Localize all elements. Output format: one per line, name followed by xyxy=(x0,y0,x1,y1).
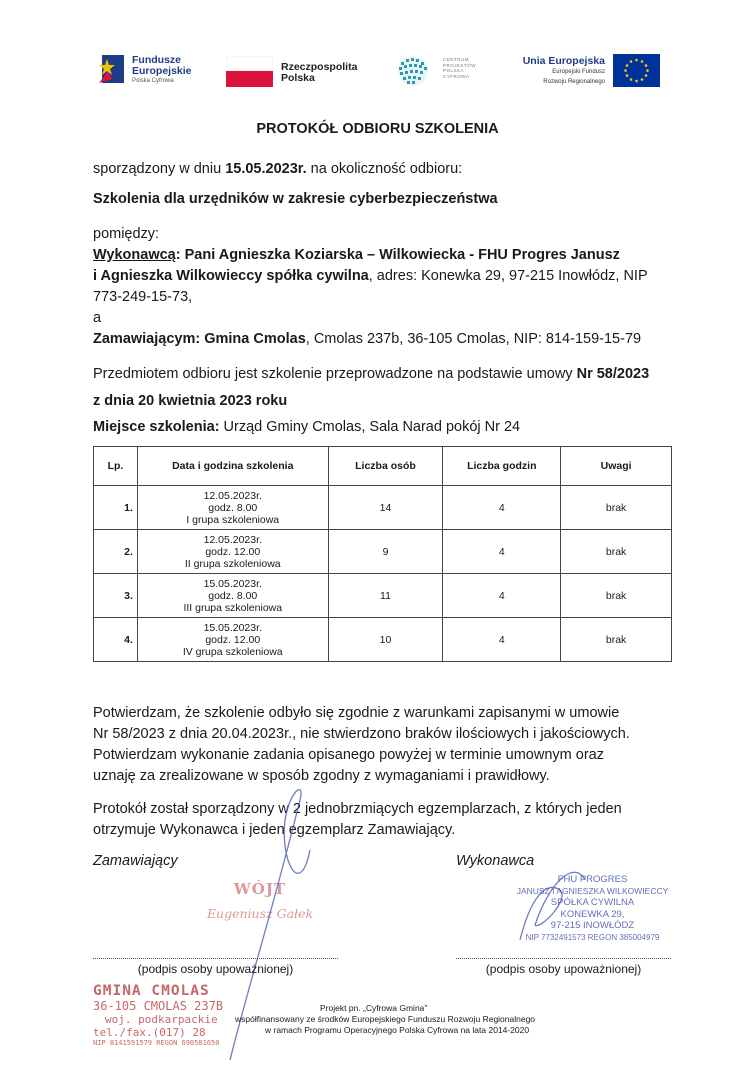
object-text: Przedmiotem odbioru jest szkolenie przeprowadzone na podstawie umowy xyxy=(93,366,577,382)
row-persons: 10 xyxy=(328,618,443,662)
wojt-stamp-name: Eugeniusz Gałek xyxy=(206,906,314,921)
fhu-stamp-line2: JANUSZ I AGNIESZKA WILKOWIECCY xyxy=(516,885,669,896)
contractor-nip: 773-249-15-73, xyxy=(93,289,193,305)
row-datetime xyxy=(137,530,328,574)
gmina-stamp-line1: GMINA CMOLAS xyxy=(93,983,210,999)
ue-title: Unia Europejska xyxy=(522,55,605,67)
row-date: 12.05.2023r. xyxy=(203,533,262,546)
contractor-signature-line xyxy=(456,958,671,959)
place-line xyxy=(93,417,520,438)
row-notes: brak xyxy=(561,574,672,618)
row-datetime xyxy=(137,618,328,662)
row-time: godz. 8.00 xyxy=(208,589,258,602)
confirm-line4: uznaję za zrealizowane w sposób zgodny z wymaganiami i prawidłowy. xyxy=(93,768,550,784)
training-subject xyxy=(93,189,498,210)
footer-line3: w ramach Programu Operacyjnego Polska Cyfrowa na lata 2014-2020 xyxy=(265,1025,530,1035)
contractor-label: Wykonawcą xyxy=(93,247,176,263)
subject-text: Szkolenia dla urzędników w zakresie cyberbezpieczeństwa xyxy=(93,191,498,207)
col-header-notes: Uwagi xyxy=(561,447,672,486)
fhu-stamp-line6: NIP 7732491573 REGON 385004979 xyxy=(525,932,660,942)
row-lp: 4. xyxy=(94,618,138,662)
fe-sub: Polska Cyfrowa xyxy=(132,78,174,85)
rp-line1: Rzeczpospolita xyxy=(281,61,358,73)
client-address: , Cmolas 237b, 36-105 Cmolas, NIP: 814-159-15-79 xyxy=(305,331,642,347)
client-line xyxy=(93,329,678,350)
date-prefix: sporządzony w dniu xyxy=(93,161,226,177)
contractor-name: : Pani Agnieszka Koziarska – Wilkowiecka - FHU Progres Janusz xyxy=(175,247,620,263)
place-label: Miejsce szkolenia: xyxy=(93,419,220,435)
row-lp: 1. xyxy=(94,486,138,530)
client-name: : Gmina Cmolas xyxy=(195,331,306,347)
contractor-line2 xyxy=(93,266,678,287)
ue-sub1: Europejski Fundusz xyxy=(552,69,605,76)
place-value: Urząd Gminy Cmolas, Sala Narad pokój Nr 24 xyxy=(219,419,521,435)
date-line xyxy=(93,159,462,180)
col-header-lp: Lp. xyxy=(94,447,138,486)
wojt-stamp-title: WÓJT xyxy=(233,880,287,898)
eu-flag-icon xyxy=(613,54,660,87)
contractor-signature-label: Wykonawca xyxy=(456,853,535,869)
row-date: 12.05.2023r. xyxy=(203,489,262,502)
copies-block xyxy=(93,799,673,841)
confirm-line2: Nr 58/2023 z dnia 20.04.2023r., nie stwierdzono braków ilościowych i jakościowych. xyxy=(93,726,630,742)
contractor-name2: i Agnieszka Wilkowieccy spółka cywilna xyxy=(93,268,369,284)
row-time: godz. 12.00 xyxy=(205,633,261,646)
row-date: 15.05.2023r. xyxy=(203,621,262,634)
gmina-stamp-line4: tel./fax.(017) 28 xyxy=(93,1026,206,1039)
row-persons: 9 xyxy=(328,530,443,574)
confirmation-block xyxy=(93,703,673,787)
fhu-progres-stamp xyxy=(505,874,680,943)
client-signature-label: Zamawiający xyxy=(93,853,178,869)
document-date: 15.05.2023r. xyxy=(225,161,307,177)
row-hours: 4 xyxy=(443,530,561,574)
footer-line2: współfinansowany ze środków Europejskiego Funduszu Rozwoju Regionalnego xyxy=(235,1014,536,1024)
row-persons: 11 xyxy=(328,574,443,618)
row-lp: 3. xyxy=(94,574,138,618)
table-header-row xyxy=(94,447,672,486)
row-group: III grupa szkoleniowa xyxy=(183,601,283,614)
row-notes: brak xyxy=(561,530,672,574)
parties-block xyxy=(93,224,678,350)
rp-line2: Polska xyxy=(281,72,315,85)
wojt-stamp xyxy=(180,880,340,921)
table-row xyxy=(94,574,672,618)
row-hours: 4 xyxy=(443,574,561,618)
col-header-date: Data i godzina szkolenia xyxy=(137,447,328,486)
ue-sub2: Rozwoju Regionalnego xyxy=(543,78,605,85)
training-table xyxy=(93,446,672,662)
cppc-grid-icon xyxy=(395,54,431,88)
table-row xyxy=(94,486,672,530)
table-row xyxy=(94,618,672,662)
fe-line1: Fundusze xyxy=(132,54,181,66)
fhu-stamp-line3: SPÓŁKA CYWILNA xyxy=(550,897,635,908)
row-hours: 4 xyxy=(443,618,561,662)
contractor-address: , adres: Konewka 29, 97-215 Inowłódz, NIP xyxy=(368,268,648,284)
date-suffix: na okoliczność odbioru: xyxy=(306,161,463,177)
row-group: IV grupa szkoleniowa xyxy=(182,645,283,658)
footer xyxy=(220,1003,660,1036)
row-datetime xyxy=(137,486,328,530)
cppc-line2: PROJEKTÓW xyxy=(443,62,477,68)
object-date: z dnia 20 kwietnia 2023 roku xyxy=(93,393,288,409)
page-title: PROTOKÓŁ ODBIORU SZKOLENIA xyxy=(256,121,499,137)
object-date-line xyxy=(93,391,287,412)
row-time: godz. 12.00 xyxy=(205,545,261,558)
row-group: II grupa szkoleniowa xyxy=(184,557,281,570)
footer-line1: Projekt pn. „Cyfrowa Gmina” xyxy=(320,1003,428,1013)
fhu-stamp-line5: 97-215 INOWŁÓDZ xyxy=(550,920,635,931)
row-time: godz. 8.00 xyxy=(208,501,258,514)
fe-line2: Europejskie xyxy=(132,65,192,78)
table-row xyxy=(94,530,672,574)
fe-star-icon xyxy=(96,53,126,87)
polish-flag-icon xyxy=(226,56,273,87)
contractor-line1 xyxy=(93,245,678,266)
contractor-signature-caption: (podpis osoby upoważnionej) xyxy=(485,962,642,976)
confirm-line1: Potwierdzam, że szkolenie odbyło się zgodnie z warunkami zapisanymi w umowie xyxy=(93,705,620,721)
col-header-hours: Liczba godzin xyxy=(443,447,561,486)
gmina-stamp-line5: NIP 8141591579 REGON 690581650 xyxy=(93,1039,220,1047)
cppc-line1: CENTRUM xyxy=(443,57,469,62)
gmina-stamp-line2: 36-105 CMOLAS 237B xyxy=(93,999,224,1013)
copies-line2: otrzymuje Wykonawca i jeden egzemplarz Zamawiający. xyxy=(93,822,456,838)
client-signature-caption: (podpis osoby upoważnionej) xyxy=(137,962,294,976)
row-lp: 2. xyxy=(94,530,138,574)
cppc-line3: POLSKA xyxy=(443,68,465,74)
object-contract: Nr 58/2023 xyxy=(576,366,650,382)
row-hours: 4 xyxy=(443,486,561,530)
and-word: a xyxy=(93,310,102,326)
gmina-stamp-line3: woj. podkarpackie xyxy=(105,1013,218,1026)
logo-bar xyxy=(0,40,755,100)
object-line xyxy=(93,364,649,385)
row-notes: brak xyxy=(561,618,672,662)
between-label: pomiędzy: xyxy=(93,226,160,242)
copies-line1: Protokół został sporządzony w 2 jednobrzmiących egzemplarzach, z których jeden xyxy=(93,801,622,817)
cppc-line4: CYFROWA xyxy=(443,73,470,79)
row-notes: brak xyxy=(561,486,672,530)
confirm-line3: Potwierdzam wykonanie zadania opisanego powyżej w terminie umownym oraz xyxy=(93,747,604,763)
client-label: Zamawiającym xyxy=(93,331,196,347)
row-date: 15.05.2023r. xyxy=(203,577,262,590)
client-signature-line xyxy=(93,958,338,959)
row-datetime xyxy=(137,574,328,618)
row-persons: 14 xyxy=(328,486,443,530)
fhu-stamp-line1: FHU PROGRES xyxy=(557,874,628,885)
col-header-persons: Liczba osób xyxy=(328,447,443,486)
fhu-stamp-line4: KONEWKA 29, xyxy=(560,908,625,920)
row-group: I grupa szkoleniowa xyxy=(186,513,280,526)
